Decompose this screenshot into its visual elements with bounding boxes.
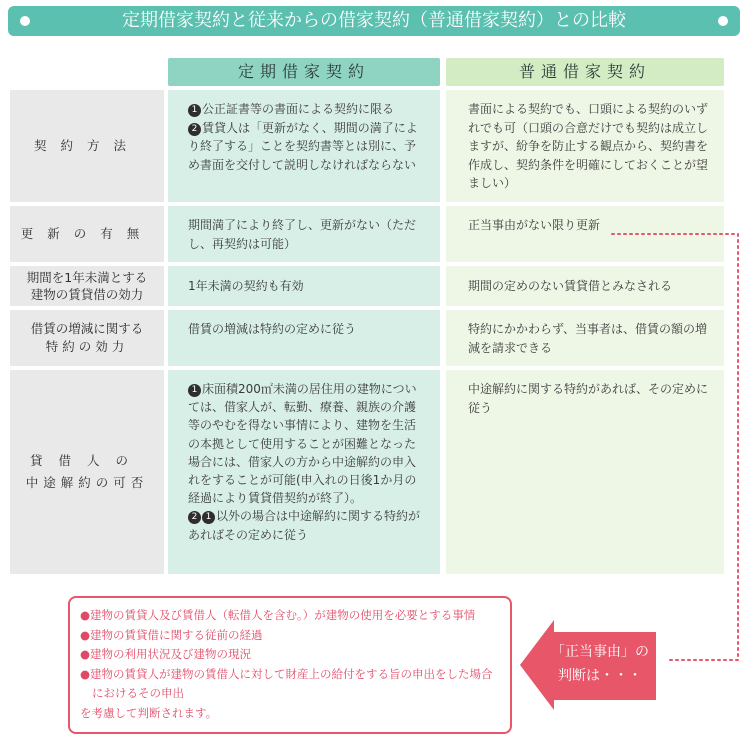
cell-teiki-rent-change: 借賃の増減は特約の定めに従う — [168, 310, 440, 366]
cell-teiki-renewal: 期間満了により終了し、更新がない（ただし、再契約は可能） — [168, 206, 440, 262]
row-label-short-term: 期間を1年未満とする 建物の賃貸借の効力 — [10, 266, 164, 306]
number-2-icon: 2 — [188, 511, 201, 524]
row-label-renewal: 更新の有無 — [10, 206, 164, 262]
number-1-icon: 1 — [188, 384, 201, 397]
header-teiki: 定期借家契約 — [168, 58, 440, 86]
list-item: ●建物の賃貸借に関する従前の経過 — [80, 627, 263, 642]
cell-futsu-cancellation: 中途解約に関する特約があれば、その定めに従う — [446, 370, 724, 574]
judgment-factors-box — [68, 596, 512, 734]
arrow-label: 「正当事由」の 判断は・・・ — [551, 644, 649, 684]
row-label-cancellation: 貸借人の 中途解約の可否 — [10, 370, 164, 574]
list-item: 1 公正証書等の書面による契約に限る — [188, 100, 426, 119]
cell-futsu-renewal: 正当事由がない限り更新 — [446, 206, 724, 262]
number-1-icon: 1 — [188, 104, 201, 117]
cell-teiki-short-term: 1年未満の契約も有効 — [168, 266, 440, 306]
list-item: 1 床面積200㎡未満の居住用の建物については、借家人が、転勤、療養、親族の介護等のやむを得ない事情により、建物を生活の本拠として使用することが困難となった場合には、借家人の方から中途解約の申入れをすることが可能(申入れの日後1か月の経過により賃貸借契約が終了）。 — [188, 382, 417, 506]
conclusion-text: を考慮して判断されます。 — [80, 705, 218, 720]
row-label-rent-change: 借賃の増減に関する 特約の効力 — [10, 310, 164, 366]
number-2-icon: 2 — [188, 123, 201, 136]
cell-futsu-rent-change: 特約にかかわらず、当事者は、借賃の額の増減を請求できる — [446, 310, 724, 366]
list-item: ●建物の賃貸人が建物の賃借人に対して財産上の給付をする旨の申出をした場合におけるその申出 — [80, 666, 493, 700]
header-futsu: 普通借家契約 — [446, 58, 724, 86]
list-item: ●建物の利用状況及び建物の現況 — [80, 647, 252, 661]
page-title: 定期借家契約と従来からの借家契約（普通借家契約）との比較 — [122, 10, 626, 31]
row-label-contract-method: 契約方法 — [10, 90, 164, 202]
number-1-icon: 1 — [202, 511, 215, 524]
cell-futsu-contract-method: 書面による契約でも、口頭による契約のいずれでも可（口頭の合意だけでも契約は成立しますが、紛争を防止する観点から、契約書を作成し、契約条件を明確にしておくことが望ましい） — [446, 90, 724, 202]
list-item: ●建物の賃貸人及び賃借人（転借人を含む。）が建物の使用を必要とする事情 — [80, 608, 476, 622]
cell-futsu-short-term: 期間の定めのない賃貸借とみなされる — [446, 266, 724, 306]
list-item: 2 1 以外の場合は中途解約に関する特約があればその定めに従う — [188, 509, 421, 542]
list-item: 2 賃貸人は「更新がなく、期間の満了により終了する」ことを契約書等とは別に、予め書面を交付して説明しなければならない — [188, 120, 418, 172]
